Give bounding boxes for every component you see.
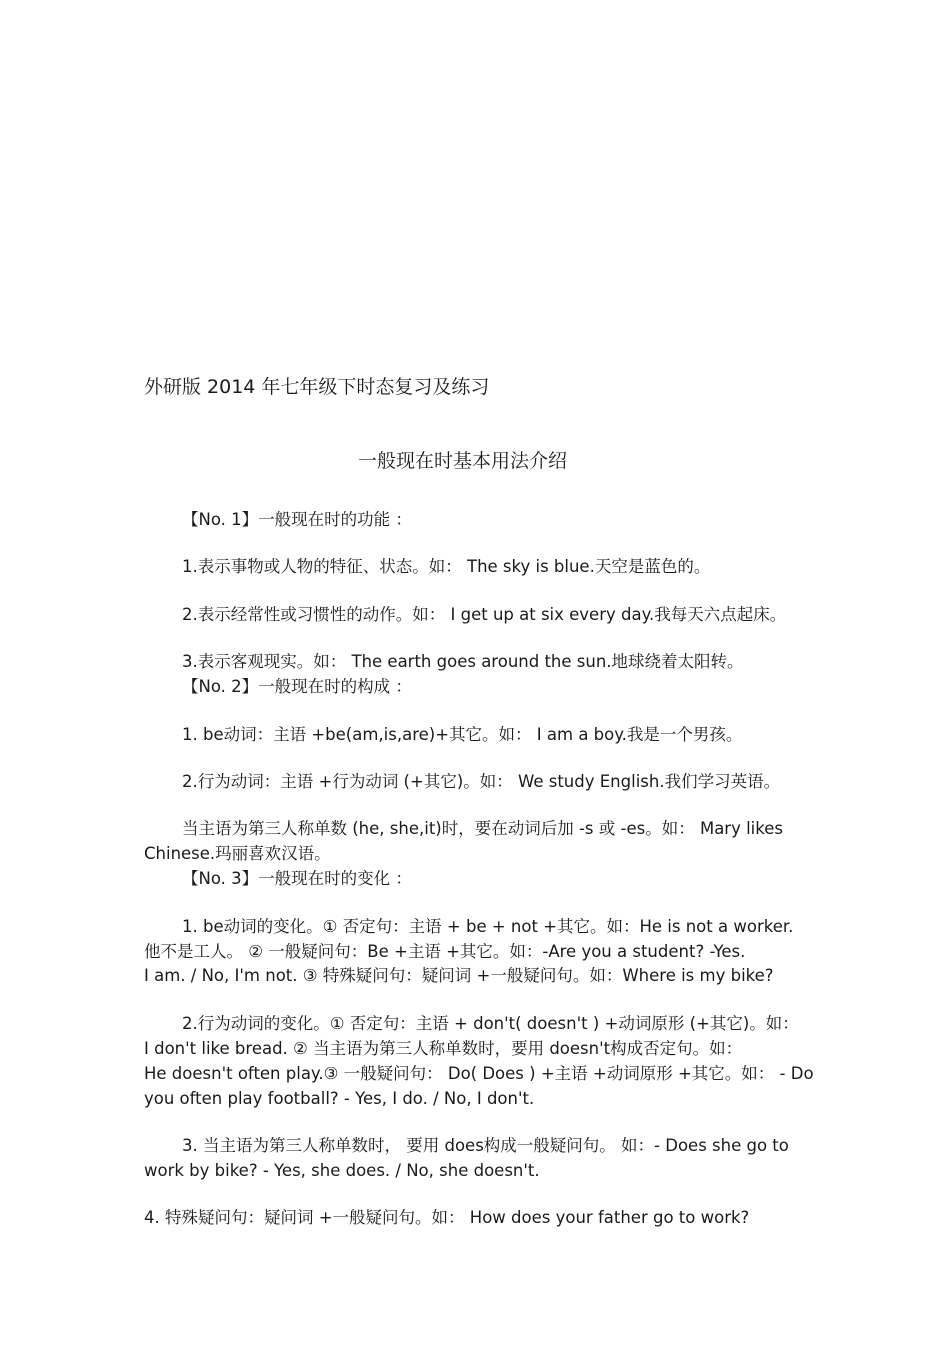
paragraph-line: Chinese.玛丽喜欢汉语。 — [144, 844, 331, 863]
document-title: 外研版 2014 年七年级下时态复习及练习 — [144, 376, 490, 398]
paragraph-line: 3.表示客观现实。如： The earth goes around the sun.地球绕着太阳转。 — [182, 652, 744, 671]
paragraph-line: 他不是工人。 ② 一般疑问句：Be +主语 +其它。如：-Are you a student? -Yes. — [144, 942, 746, 961]
paragraph-line: 1. be动词的变化。① 否定句：主语 + be + not +其它。如：He is not a worker. — [182, 917, 794, 936]
section-heading-no1: 【No. 1】一般现在时的功能 ： — [182, 510, 412, 529]
paragraph-line: I don't like bread. ② 当主语为第三人称单数时，要用 doesn't构成否定句。如： — [144, 1039, 743, 1058]
paragraph-line: 1. be动词：主语 +be(am,is,are)+其它。如： I am a boy.我是一个男孩。 — [182, 725, 743, 744]
paragraph-line: I am. / No, I'm not. ③ 特殊疑问句：疑问词 +一般疑问句。如：Where is my bike? — [144, 966, 774, 985]
paragraph-line: 2.行为动词：主语 +行为动词 (+其它)。如： We study English.我们学习英语。 — [182, 772, 781, 791]
document-subtitle: 一般现在时基本用法介绍 — [358, 450, 568, 472]
paragraph-line: work by bike? - Yes, she does. / No, she doesn't. — [144, 1161, 540, 1180]
paragraph-line: 3. 当主语为第三人称单数时， 要用 does构成一般疑问句。 如：- Does she go to — [182, 1136, 789, 1155]
paragraph-line: 4. 特殊疑问句：疑问词 +一般疑问句。如： How does your father go to work? — [144, 1208, 750, 1227]
paragraph-line: He doesn't often play.③ 一般疑问句： Do( Does ) +主语 +动词原形 +其它。如： - Do — [144, 1064, 814, 1083]
section-heading-no2: 【No. 2】一般现在时的构成 ： — [182, 677, 412, 696]
paragraph-line: 1.表示事物或人物的特征、状态。如： The sky is blue.天空是蓝色的。 — [182, 557, 711, 576]
section-heading-no3: 【No. 3】一般现在时的变化 ： — [182, 869, 412, 888]
paragraph-line: 当主语为第三人称单数 (he, she,it)时，要在动词后加 -s 或 -es。如： Mary likes — [182, 819, 783, 838]
paragraph-line: 2.行为动词的变化。① 否定句：主语 + don't( doesn't ) +动词原形 (+其它)。如： — [182, 1014, 799, 1033]
paragraph-line: 2.表示经常性或习惯性的动作。如： I get up at six every day.我每天六点起床。 — [182, 605, 787, 624]
paragraph-line: you often play football? - Yes, I do. / No, I don't. — [144, 1089, 535, 1108]
